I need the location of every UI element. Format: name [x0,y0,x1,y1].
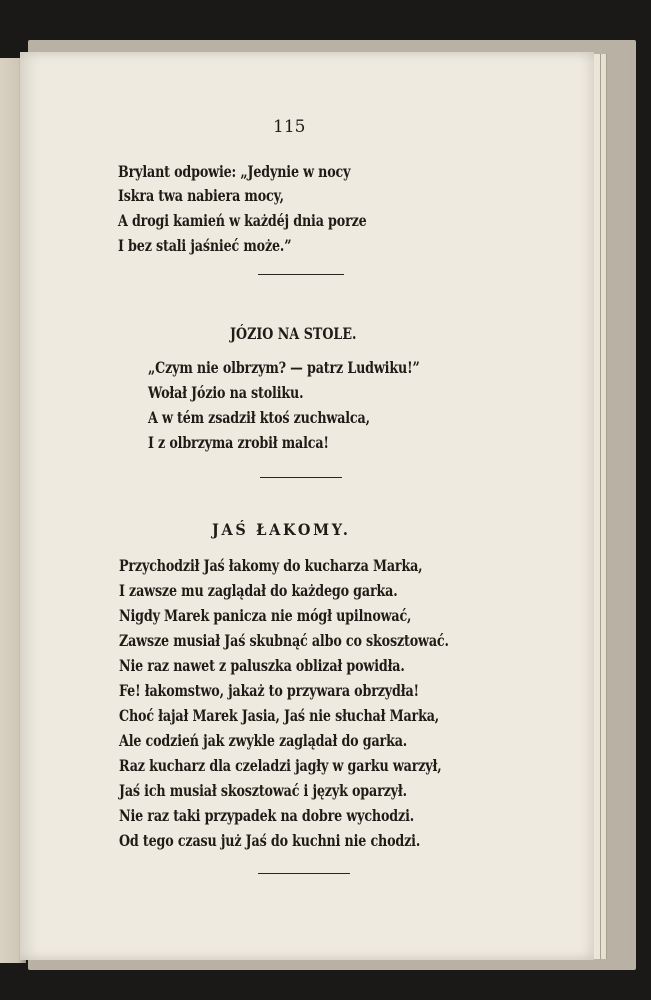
section-divider [258,873,350,874]
poem1-line: I bez stali jaśnieć może.” [118,236,292,255]
poem3-line: Nie raz taki przypadek na dobre wychodzi. [119,806,414,825]
poem3-line: Nigdy Marek panicza nie mógł upilnować, [119,606,412,625]
poem1-line: Brylant odpowie: „Jedynie w nocy [118,162,351,181]
poem3-line: I zawsze mu zaglądał do każdego garka. [119,581,398,600]
poem2-line: I z olbrzyma zrobił malca! [148,433,329,452]
section-divider [258,274,344,275]
section-divider [260,477,342,478]
poem3-line: Nie raz nawet z paluszka oblizał powidła. [119,656,405,675]
poem1-line: A drogi kamień w każdéj dnia porze [118,211,367,230]
poem3-title: JAŚ ŁAKOMY. [212,520,351,539]
poem3-line: Przychodził Jaś łakomy do kucharza Marka, [119,556,423,575]
poem2-line: „Czym nie olbrzym? — patrz Ludwiku!” [148,358,420,377]
poem3-line: Raz kucharz dla czeladzi jagły w garku warzył, [119,756,442,775]
poem2-title: JÓZIO NA STOLE. [230,324,357,343]
page-number: 115 [273,117,306,137]
poem2-line: A w tém zsadził ktoś zuchwalca, [148,408,370,427]
poem3-line: Fe! łakomstwo, jakaż to przywara obrzydła! [119,681,419,700]
poem3-line: Zawsze musiał Jaś skubnąć albo co skosztować. [119,631,449,650]
poem3-line: Ale codzień jak zwykle zaglądał do garka. [119,731,408,750]
poem1-line: Iskra twa nabiera mocy, [118,186,284,205]
poem2-line: Wołał Józio na stoliku. [148,383,304,402]
poem3-line: Od tego czasu już Jaś do kuchni nie chodzi. [119,831,421,850]
poem3-line: Choć łajał Marek Jasia, Jaś nie słuchał Marka, [119,706,440,725]
poem3-line: Jaś ich musiał skosztować i język oparzył. [119,781,407,800]
